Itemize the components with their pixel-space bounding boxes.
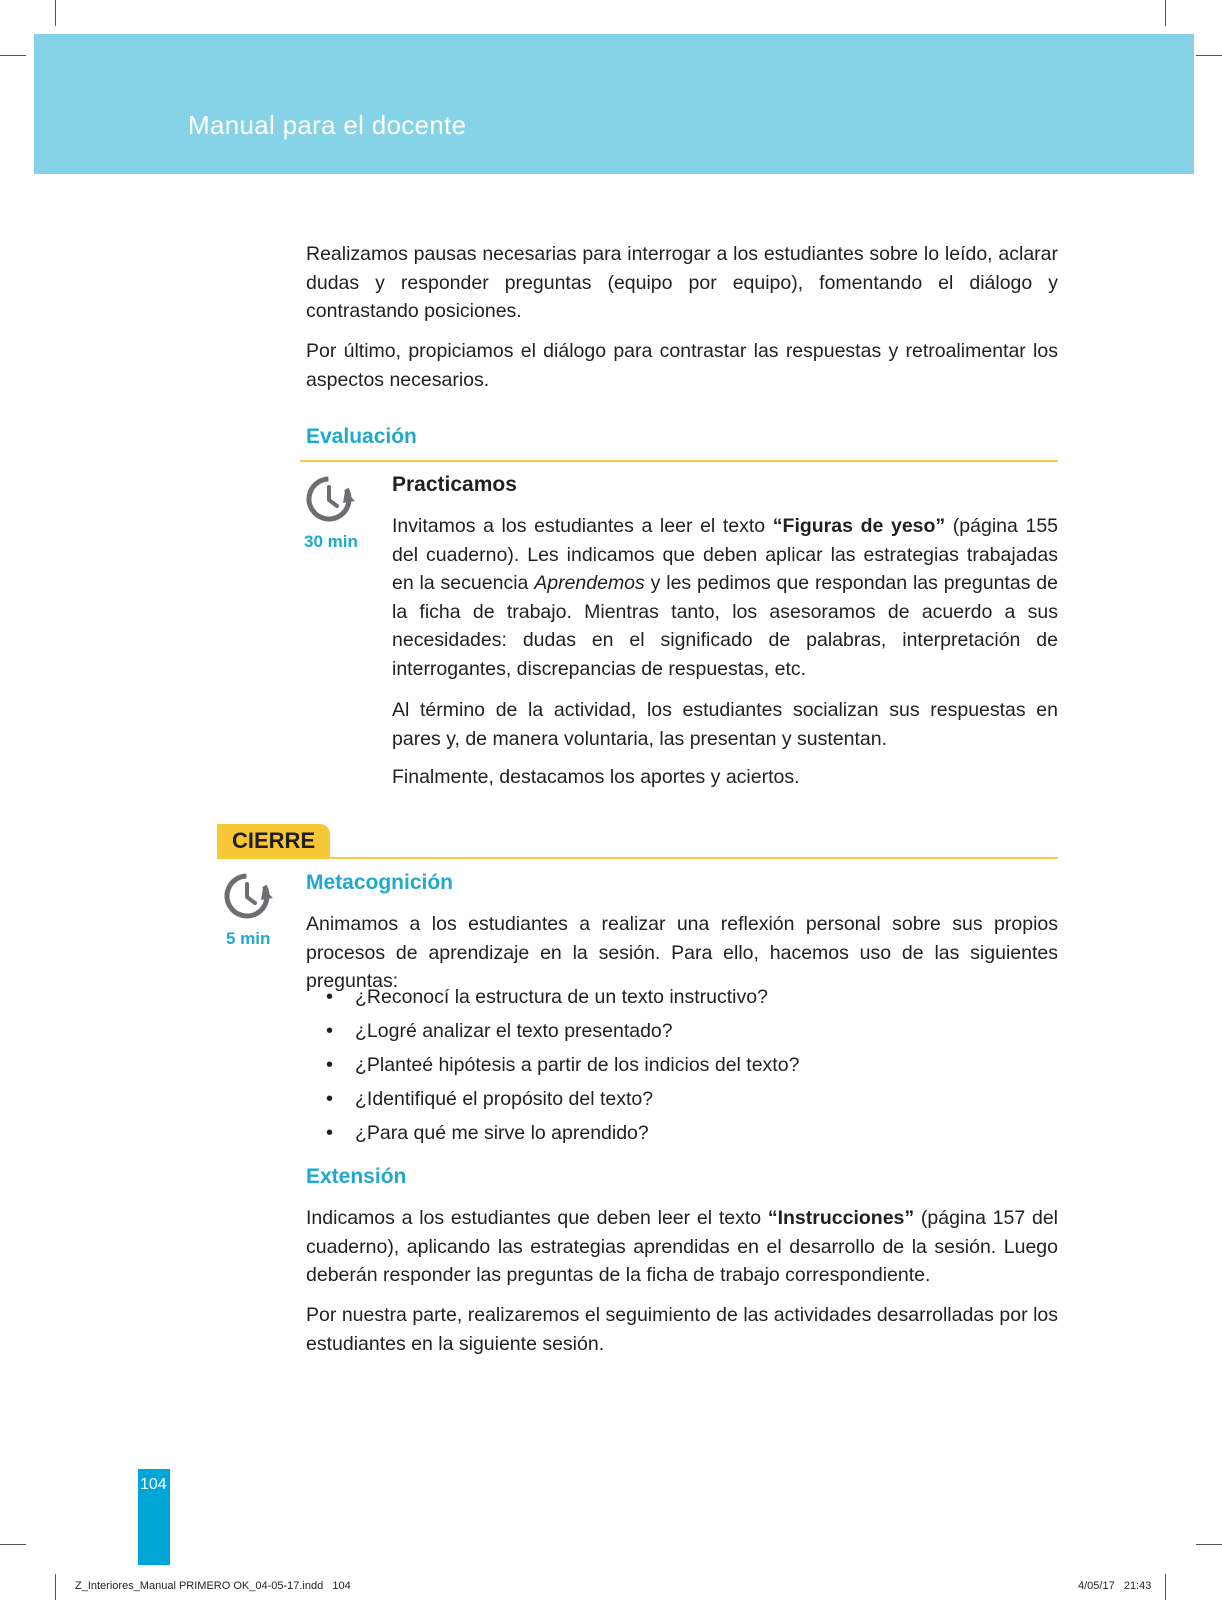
extension-paragraph-1: Indicamos a los estudiantes que deben leer el texto “Instrucciones” (página 157 del cuaderno), aplicando las estrategias aprendidas en el desarrollo de la sesión. Luego deberán responder las preguntas de la ficha de trabajo correspondiente. <box>306 1207 1058 1287</box>
intro-paragraph-2: Por último, propiciamos el diálogo para contrastar las respuestas y retroalimentar los aspectos necesarios. <box>306 340 1058 391</box>
crop-mark <box>55 0 56 26</box>
practicamos-paragraph-1: Invitamos a los estudiantes a leer el texto “Figuras de yeso” (página 155 del cuaderno). Les indicamos que deben aplicar las estrategias trabajadas en la secuencia Aprendemos y les pedimos que respondan las preguntas de la ficha de trabajo. Mientras tanto, los asesoramos de acuerdo a sus necesidades: dudas en el significado de palabras, interpretación de interrogantes, discrepancias de respuestas, etc. <box>392 515 1059 680</box>
metacognicion-paragraph: Animamos a los estudiantes a realizar una reflexión personal sobre sus propios procesos de aprendizaje en la sesión. Para ello, hacemos uso de las siguientes preguntas: <box>306 913 1058 993</box>
metacognicion-heading: Metacognición <box>306 871 454 894</box>
evaluacion-heading: Evaluación <box>306 425 417 448</box>
page-number: 104 <box>140 1476 167 1493</box>
crop-mark <box>0 55 26 56</box>
list-item: • ¿Reconocí la estructura de un texto instructivo? <box>300 980 1060 1014</box>
cierre-time: 5 min <box>226 929 271 948</box>
intro-paragraph-1: Realizamos pausas necesarias para interrogar a los estudiantes sobre lo leído, aclarar dudas y responder preguntas (equipo por equipo), fomentando el diálogo y contrastando posiciones. <box>306 243 1058 323</box>
cierre-rule <box>217 857 1058 859</box>
crop-mark <box>1165 0 1166 26</box>
clock-refresh-icon <box>223 870 275 922</box>
crop-mark <box>55 1574 56 1600</box>
crop-mark <box>1196 55 1222 56</box>
crop-mark <box>1165 1574 1166 1600</box>
list-item: • ¿Logré analizar el texto presentado? <box>300 1014 1060 1048</box>
extension-heading: Extensión <box>306 1165 407 1188</box>
reflection-questions <box>300 980 1060 1150</box>
evaluacion-time: 30 min <box>304 532 358 551</box>
practicamos-subheading: Practicamos <box>392 473 517 496</box>
list-item: • ¿Planteé hipótesis a partir de los indicios del texto? <box>300 1048 1060 1082</box>
clock-refresh-icon <box>305 473 357 525</box>
crop-mark <box>0 1544 26 1545</box>
crop-mark <box>1196 1544 1222 1545</box>
list-item: • ¿Identifiqué el propósito del texto? <box>300 1082 1060 1116</box>
extension-paragraph-2: Por nuestra parte, realizaremos el seguimiento de las actividades desarrolladas por los estudiantes en la siguiente sesión. <box>306 1304 1058 1355</box>
practicamos-paragraph-3: Finalmente, destacamos los aportes y aciertos. <box>392 766 800 788</box>
header-title: Manual para el docente <box>188 110 467 140</box>
header-band <box>34 34 1194 174</box>
evaluacion-rule <box>300 460 1058 462</box>
practicamos-paragraph-2: Al término de la actividad, los estudiantes socializan sus respuestas en pares y, de manera voluntaria, las presentan y sustentan. <box>392 699 1058 750</box>
date-slug: 4/05/17 21:43 <box>1078 1580 1152 1592</box>
list-item: • ¿Para qué me sirve lo aprendido? <box>300 1116 1060 1150</box>
cierre-label: CIERRE <box>232 828 316 853</box>
file-slug: Z_Interiores_Manual PRIMERO OK_04-05-17.indd 104 <box>75 1580 351 1592</box>
